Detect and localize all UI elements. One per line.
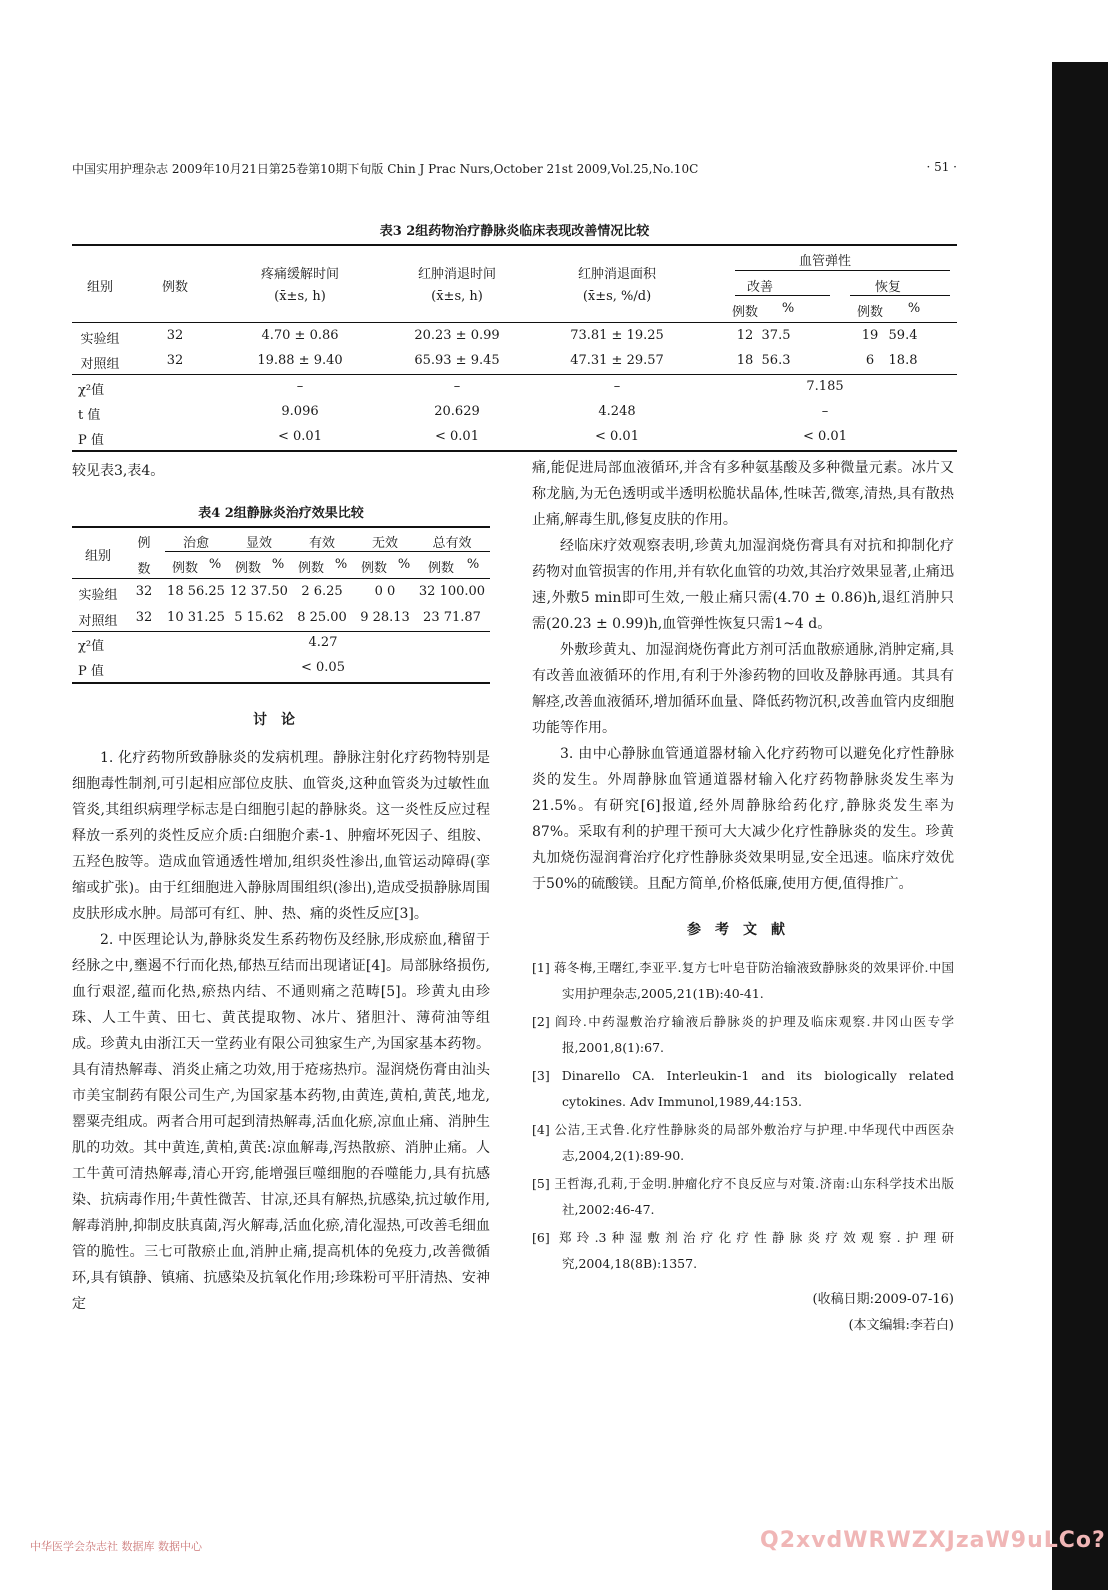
t3-r1-rec-n: 19 xyxy=(861,328,879,343)
t3-h-cnt1: 例数 xyxy=(731,305,759,320)
t3-s2-label: t 值 xyxy=(78,408,101,423)
t3-s3-label: P 值 xyxy=(78,433,104,448)
t4-r2-n: 32 xyxy=(135,610,153,625)
t3-s2-red: 20.629 xyxy=(434,404,480,419)
t4-r1-marked: 12 37.50 xyxy=(230,584,288,599)
t4-subheader-rule xyxy=(165,551,490,552)
t4-h-cnt-none: 例数 xyxy=(360,561,388,576)
t3-s1-label: χ²值 xyxy=(78,383,105,398)
t3-r2-n: 32 xyxy=(166,353,184,368)
t4-h-none: 无效 xyxy=(371,536,399,551)
discussion-heading: 讨论 xyxy=(253,712,309,728)
reference-2: [2] 阎玲.中药湿敷治疗输液后静脉炎的护理及临床观察.井冈山医专学报,2001,8(1):67. xyxy=(532,1014,954,1055)
table3-caption: 表3 2组药物治疗静脉炎临床表现改善情况比较 xyxy=(379,224,650,239)
t3-r1-n: 32 xyxy=(166,328,184,343)
reference-5: [5] 王哲海,孔莉,于金明.肿瘤化疗不良反应与对策.济南:山东科学技术出版社,2002:46-47. xyxy=(532,1176,954,1217)
t3-s1-pain: – xyxy=(296,379,304,394)
editor-note: (本文编辑:李若白) xyxy=(848,1318,954,1333)
t4-h-pct-eff: % xyxy=(334,557,348,572)
t4-r1-total: 32 100.00 xyxy=(418,584,486,599)
t3-h-area-unit: (x̄±s, %/d) xyxy=(582,289,652,304)
t3-h-group: 组别 xyxy=(86,280,114,295)
t3-s1-elastic: 7.185 xyxy=(806,379,844,394)
t4-h-cure: 治愈 xyxy=(182,536,210,551)
left-column xyxy=(72,697,490,1317)
t3-r1-group: 实验组 xyxy=(80,332,120,347)
t3-r1-imp-p: 37.5 xyxy=(761,328,791,343)
t3-s2-pain: 9.096 xyxy=(281,404,319,419)
t3-h-improve: 改善 xyxy=(746,280,774,295)
table4-top-rule xyxy=(72,526,490,528)
t3-header-rule xyxy=(72,322,957,323)
t4-h-pct-cure: % xyxy=(208,557,222,572)
t4-h-cnt-eff: 例数 xyxy=(297,561,325,576)
t4-r1-cure: 18 56.25 xyxy=(167,584,225,599)
right-paragraph-4: 3. 由中心静脉血管通道器材输入化疗药物可以避免化疗性静脉炎的发生。外周静脉血管通道器材输入化疗药物静脉炎发生率为21.5%。有研究[6]报道,经外周静脉给药化疗,静脉炎发生率为87%。采取有利的护理干预可大大减少化疗性静脉炎的发生。珍黄丸加烧伤湿润膏治疗化疗性静脉炎效果明显,安全迅速。临床疗效优于50%的硫酸镁。且配方简单,价格低廉,使用方便,值得推广。 xyxy=(532,746,954,892)
t4-h-total: 总有效 xyxy=(432,536,472,551)
t4-h-cnt-marked: 例数 xyxy=(234,561,262,576)
right-column xyxy=(532,455,954,1339)
t4-h-marked: 显效 xyxy=(245,536,273,551)
t4-r2-cure: 10 31.25 xyxy=(167,610,225,625)
t3-h-n: 例数 xyxy=(161,280,189,295)
t3-body-rule xyxy=(72,374,957,375)
t4-h-pct-marked: % xyxy=(271,557,285,572)
t3-s2-area: 4.248 xyxy=(598,404,636,419)
t3-r1-area: 73.81 ± 19.25 xyxy=(570,328,664,343)
t3-h-pain-unit: (x̄±s, h) xyxy=(274,289,326,304)
journal-citation: 中国实用护理杂志 2009年10月21日第25卷第10期下旬版 Chin J Prac Nurs,October 21st 2009,Vol.25,No.10C xyxy=(72,162,699,176)
right-paragraph-3: 外敷珍黄丸、加湿润烧伤膏此方剂可活血散瘀通脉,消肿定痛,具有改善血液循环的作用,有利于外渗药物的回收及静脉再通。其具有解痉,改善血液循环,增加循环血量、降低药物沉积,改善血管内皮细胞功能等作用。 xyxy=(532,642,954,736)
t4-r2-total: 23 71.87 xyxy=(423,610,481,625)
t3-r2-group: 对照组 xyxy=(80,357,120,372)
t3-h-area: 红肿消退面积 xyxy=(577,267,657,282)
discussion-paragraph-2: 2. 中医理论认为,静脉炎发生系药物伤及经脉,形成瘀血,稽留于经脉之中,壅遏不行而化热,郁热互结而出现诸证[4]。局部脉络损伤,血行艰涩,蕴而化热,瘀热内结、不通则痛之范畴[5]。珍黄丸由珍珠、人工牛黄、田七、黄芪提取物、冰片、猪胆汁、薄荷油等组成。珍黄丸由浙江天一堂药业有限公司独家生产,为国家基本药物。具有清热解毒、消炎止痛之功效,用于疮疡热疖。湿润烧伤膏由汕头市美宝制药有限公司生产,为国家基本药物,由黄连,黄柏,黄芪,地龙,罂粟壳组成。两者合用可起到清热解毒,活血化瘀,凉血止痛、消肿生肌的功效。其中黄连,黄柏,黄芪:凉血解毒,泻热散瘀、消肿止痛。人工牛黄可清热解毒,清心开窍,能增强巨噬细胞的吞噬能力,具有抗感染、抗病毒作用;牛黄性微苦、甘凉,还具有解热,抗感染,抗过敏作用,解毒消肿,抑制皮肤真菌,泻火解毒,活血化瘀,清化湿热,可改善毛细血管的脆性。三七可散瘀止血,消肿止痛,提高机体的免疫力,改善微循环,具有镇静、镇痛、抗感染及抗氧化作用;珍珠粉可平肝清热、安神定 xyxy=(72,932,490,1312)
t3-s3-area: < 0.01 xyxy=(595,429,639,444)
t3-r2-rec-n: 6 xyxy=(865,353,875,368)
t3-r1-pain: 4.70 ± 0.86 xyxy=(261,328,339,343)
references-heading: 参考文献 xyxy=(687,922,799,938)
page-number: · 51 · xyxy=(926,160,957,174)
t3-improve-rule xyxy=(735,295,830,296)
t3-h-pct1: % xyxy=(781,301,795,316)
watermark-text: Q2xvdWRWZXJzaW9uLCo? xyxy=(760,1528,1106,1553)
t4-h-n1: 例 xyxy=(137,536,151,551)
t4-h-cnt-cure: 例数 xyxy=(171,561,199,576)
t3-r2-rec-p: 18.8 xyxy=(888,353,918,368)
reference-4: [4] 公洁,王式鲁.化疗性静脉炎的局部外敷治疗与护理.中华现代中西医杂志,2004,2(1):89-90. xyxy=(532,1122,954,1163)
t4-r2-group: 对照组 xyxy=(78,614,118,629)
t4-r1-group: 实验组 xyxy=(78,588,118,603)
t3-r2-area: 47.31 ± 29.57 xyxy=(570,353,664,368)
t4-r1-n: 32 xyxy=(135,584,153,599)
t3-h-cnt2: 例数 xyxy=(856,305,884,320)
table4-bottom-rule xyxy=(72,682,490,684)
t3-s1-area: – xyxy=(613,379,621,394)
t3-h-elastic: 血管弹性 xyxy=(798,254,852,269)
t3-r1-imp-n: 12 xyxy=(736,328,754,343)
t4-r2-marked: 5 15.62 xyxy=(234,610,284,625)
t4-s2-value: < 0.05 xyxy=(301,660,345,675)
t3-s3-pain: < 0.01 xyxy=(278,429,322,444)
t3-s2-elastic: – xyxy=(821,404,829,419)
t3-r2-red: 65.93 ± 9.45 xyxy=(414,353,500,368)
t3-h-recover: 恢复 xyxy=(874,280,902,295)
t4-r2-effective: 8 25.00 xyxy=(297,610,347,625)
t4-s1-value: 4.27 xyxy=(308,635,338,650)
scan-edge-bar xyxy=(1052,62,1108,1590)
t3-s3-elastic: < 0.01 xyxy=(803,429,847,444)
t4-h-pct-total: % xyxy=(466,557,480,572)
right-paragraph-2: 经临床疗效观察表明,珍黄丸加湿润烧伤膏具有对抗和抑制化疗药物对血管损害的作用,并有软化血管的功效,其治疗效果显著,止痛迅速,外敷5 min即可生效,一般止痛只需(4.70 ± 0.86)h,退红消肿只需(20.23 ± 0.99)h,血管弹性恢复只需1~4 d。 xyxy=(532,538,954,632)
intro-line: 较见表3,表4。 xyxy=(72,463,165,479)
table3-bottom-rule xyxy=(72,450,957,452)
discussion-paragraph-1: 1. 化疗药物所致静脉炎的发病机理。静脉注射化疗药物特别是细胞毒性制剂,可引起相应部位皮肤、血管炎,这种血管炎为过敏性血管炎,其组织病理学标志是白细胞引起的静脉炎。这一炎性反应过程释放一系列的炎性反应介质:白细胞介素-1、肿瘤坏死因子、组胺、五羟色胺等。造成血管通透性增加,组织炎性渗出,血管运动障碍(挛缩或扩张)。由于红细胞进入静脉周围组织(渗出),造成受损静脉周围皮肤形成水肿。局部可有红、肿、热、痛的炎性反应[3]。 xyxy=(72,750,490,922)
t4-h-cnt-total: 例数 xyxy=(427,561,455,576)
t3-h-pct2: % xyxy=(907,301,921,316)
t4-s1-label: χ²值 xyxy=(78,639,105,654)
t4-header-rule xyxy=(72,578,490,579)
t4-h-group: 组别 xyxy=(84,549,112,564)
right-paragraph-1: 痛,能促进局部血液循环,并含有多种氨基酸及多种微量元素。冰片又称龙脑,为无色透明或半透明松脆状晶体,性味苦,微寒,清热,具有散热止痛,解毒生肌,修复皮肤的作用。 xyxy=(532,460,954,528)
t3-recover-rule xyxy=(850,295,950,296)
t4-body-rule xyxy=(72,631,490,632)
t4-h-effective: 有效 xyxy=(308,536,336,551)
t3-h-red-unit: (x̄±s, h) xyxy=(431,289,483,304)
publisher-logo: 中华医学会杂志社 数据库 数据中心 xyxy=(30,1540,202,1553)
t3-s3-red: < 0.01 xyxy=(435,429,479,444)
t3-s1-red: – xyxy=(453,379,461,394)
table3-top-rule xyxy=(72,244,957,246)
t4-r1-effective: 2 6.25 xyxy=(301,584,343,599)
t4-r1-none: 0 0 xyxy=(374,584,396,599)
table4-caption: 表4 2组静脉炎治疗效果比较 xyxy=(198,506,364,521)
t3-r2-pain: 19.88 ± 9.40 xyxy=(257,353,343,368)
reference-6: [6] 郑玲.3种湿敷剂治疗化疗性静脉炎疗效观察.护理研究,2004,18(8B):1357. xyxy=(532,1230,954,1271)
t3-r1-rec-p: 59.4 xyxy=(888,328,918,343)
t3-r2-imp-n: 18 xyxy=(736,353,754,368)
received-date: (收稿日期:2009-07-16) xyxy=(812,1292,954,1307)
t4-h-pct-none: % xyxy=(397,557,411,572)
t3-r2-imp-p: 56.3 xyxy=(761,353,791,368)
t4-s2-label: P 值 xyxy=(78,664,104,679)
t4-h-n2: 数 xyxy=(137,562,151,577)
t4-r2-none: 9 28.13 xyxy=(360,610,410,625)
reference-3: [3] Dinarello CA. Interleukin-1 and its biologically related cytokines. Adv Immunol,1989,44:153. xyxy=(532,1068,954,1109)
reference-1: [1] 蒋冬梅,王曙红,李亚平.复方七叶皂苷防治输液致静脉炎的效果评价.中国实用护理杂志,2005,21(1B):40-41. xyxy=(532,960,954,1001)
t3-r1-red: 20.23 ± 0.99 xyxy=(414,328,500,343)
t3-h-pain: 疼痛缓解时间 xyxy=(260,267,340,282)
t3-elastic-rule xyxy=(735,270,950,271)
t3-h-red: 红肿消退时间 xyxy=(417,267,497,282)
